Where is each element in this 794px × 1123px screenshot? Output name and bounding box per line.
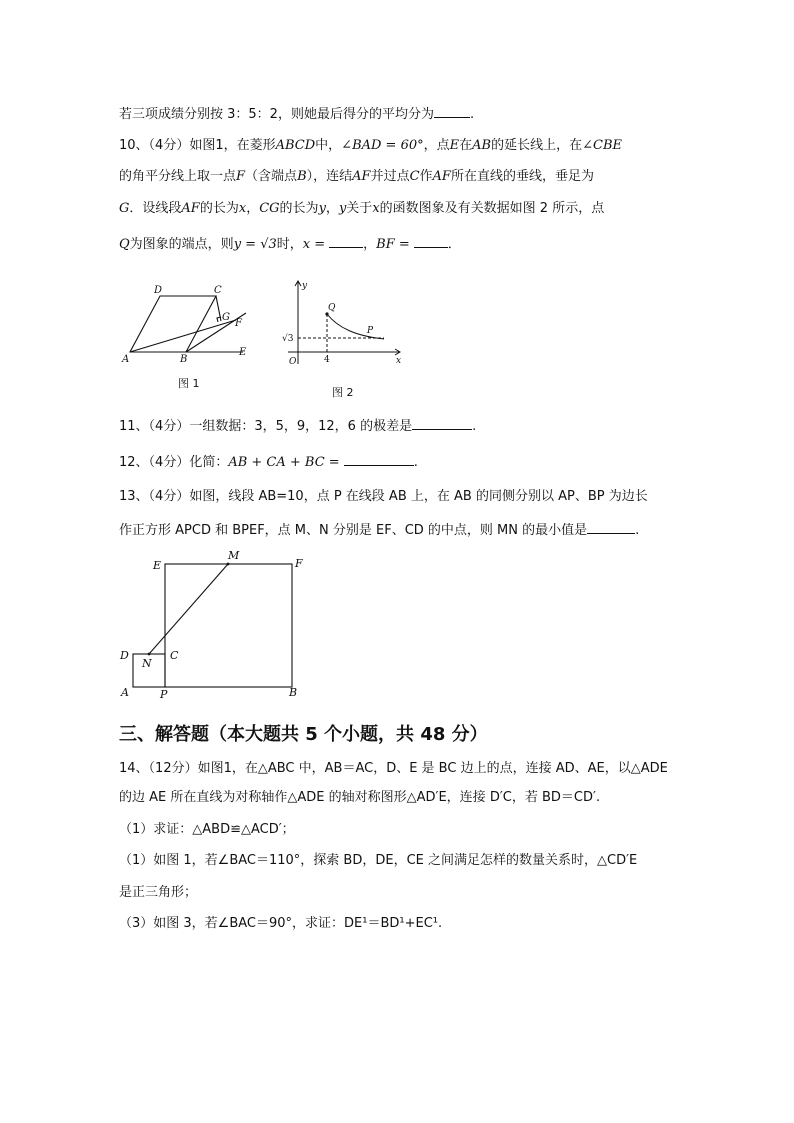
q14-line-2: 的边 AE 所在直线为对称轴作△ADE 的轴对称图形△AD′E，连接 D′C，若 BD＝CD′. <box>119 790 601 805</box>
q9-end: . <box>469 107 475 122</box>
q12-vector-expression: AB + CA + BC = <box>228 455 340 470</box>
sym: y = √3 <box>233 237 277 252</box>
t: 时， <box>276 237 303 252</box>
fig2-label-x: x <box>396 356 402 366</box>
t: 的长为 <box>199 201 239 216</box>
q10-x-blank[interactable] <box>329 235 363 248</box>
sym: F <box>236 169 246 184</box>
sym: ∠BAD = 60° <box>341 138 424 153</box>
sym: x <box>238 201 247 216</box>
sym: ∠CBE <box>582 138 623 153</box>
q10-line-4 <box>119 235 461 254</box>
fig2-label-4: 4 <box>324 355 330 365</box>
fig3-label-P: P <box>160 688 168 701</box>
q13-answer-blank[interactable] <box>587 521 635 534</box>
t: 中， <box>315 138 342 153</box>
sym: C <box>409 169 420 184</box>
fig3-label-N: N <box>142 657 152 670</box>
fig3-label-F: F <box>295 557 303 570</box>
q13-end: . <box>635 523 640 538</box>
q14-line-6: （3）如图 3，若∠BAC＝90°，求证：DE¹＝BD¹+EC¹. <box>119 916 443 931</box>
t: ），连结 <box>306 169 353 184</box>
fig3-label-M: M <box>228 549 240 562</box>
q14-line-3: （1）求证：△ABD≌△ACD′； <box>119 822 295 837</box>
t: 的角平分线上取一点 <box>119 169 237 184</box>
q12-text: 12、（4分）化简： <box>119 455 229 470</box>
q10-line-3 <box>119 200 604 218</box>
t: 的延长线上，在 <box>491 138 583 153</box>
t: ．设线段 <box>129 201 182 216</box>
t: 所在直线的垂线，垂足为 <box>450 169 594 184</box>
q13-line-2 <box>119 521 639 540</box>
sym: x <box>372 201 380 216</box>
t: ， <box>325 201 339 216</box>
q14-line-5: 是正三角形； <box>119 885 198 900</box>
fig1-label-F: F <box>235 318 242 329</box>
fig2-label-P: P <box>367 326 374 336</box>
sym: CG <box>259 201 280 216</box>
point-M <box>227 563 230 566</box>
fig1-label-D: D <box>154 285 163 296</box>
t: 关于 <box>346 201 373 216</box>
t: ，点 <box>423 138 450 153</box>
fig1-label-A: A <box>122 354 130 365</box>
q12-end: . <box>413 455 418 470</box>
q13-line-1: 13、（4分）如图，线段 AB=10，点 P 在线段 AB 上，在 AB 的同侧分别以 AP、BP 为边长 <box>119 489 648 504</box>
fig3-label-A: A <box>121 686 129 699</box>
q9-text: 若三项成绩分别按 3：5：2，则她最后得分的平均分为 <box>119 107 434 122</box>
t: 的长为 <box>279 201 319 216</box>
q10-bf-blank[interactable] <box>414 235 448 248</box>
fig2-label-y: y <box>302 281 308 291</box>
q10-line-1 <box>119 137 622 155</box>
sym: y <box>338 201 347 216</box>
point-N <box>148 653 151 656</box>
sym: AB <box>472 138 492 153</box>
q11-end: . <box>472 419 477 434</box>
t: 作 <box>419 169 433 184</box>
segment-MN <box>149 564 228 654</box>
fig1-label-G: G <box>222 312 230 323</box>
t: 在 <box>459 138 473 153</box>
q12-line <box>119 453 418 472</box>
sym: BF = <box>376 237 410 252</box>
fig3-label-C: C <box>170 649 179 662</box>
sym: ABCD <box>275 138 316 153</box>
section-3-heading: 三、解答题（本大题共 5 个小题，共 48 分） <box>119 724 488 745</box>
figure-3 <box>115 546 315 704</box>
sym: G <box>119 201 130 216</box>
fig2-caption: 图 2 <box>332 386 354 399</box>
fig3-label-D: D <box>120 649 129 662</box>
curve-QP <box>327 314 384 339</box>
fig1-caption: 图 1 <box>178 377 200 390</box>
sym: AF <box>352 169 371 184</box>
sym: E <box>449 138 460 153</box>
t: 为图象的端点，则 <box>129 237 234 252</box>
q13-text: 作正方形 APCD 和 BPEF，点 M、N 分别是 EF、CD 的中点，则 MN 的最小值是 <box>119 523 588 538</box>
t: ． <box>447 237 461 252</box>
t: 并过点 <box>370 169 410 184</box>
fig3-label-B: B <box>289 686 298 699</box>
q14-line-1: 14、（12分）如图1，在△ABC 中，AB＝AC，D、E 是 BC 边上的点，连接 AD、AE，以△ADE <box>119 761 668 776</box>
figure-1 <box>118 280 258 370</box>
sym: AF <box>432 169 451 184</box>
fig1-label-C: C <box>214 285 222 296</box>
q9-answer-blank[interactable] <box>434 105 470 118</box>
figure-2 <box>280 278 410 370</box>
t: 的函数图象及有关数据如图 2 所示，点 <box>379 201 605 216</box>
fig1-label-B: B <box>180 354 188 365</box>
square-BPEF <box>165 564 292 687</box>
q11-line <box>119 417 476 436</box>
q11-answer-blank[interactable] <box>412 417 472 430</box>
fig2-label-sqrt3: √3 <box>282 334 294 344</box>
q10-line-2 <box>119 168 594 186</box>
rhombus-ABCD <box>130 296 216 352</box>
sym: Q <box>119 237 130 252</box>
t: ， <box>246 201 260 216</box>
t: ， <box>363 237 377 252</box>
sym: AF <box>181 201 200 216</box>
q12-answer-blank[interactable] <box>344 453 414 466</box>
sym: y <box>318 201 326 216</box>
q11-text: 11、（4分）一组数据：3，5，9，12，6 的极差是 <box>119 419 413 434</box>
segment-AF <box>130 320 236 352</box>
sym: B <box>297 169 307 184</box>
fig3-label-E: E <box>153 559 162 572</box>
fig1-label-E: E <box>239 347 247 358</box>
t: （含端点 <box>245 169 298 184</box>
q10-number: 10、（4分）如图1，在菱形 <box>119 138 276 153</box>
q14-line-4: （1）如图 1，若∠BAC＝110°，探索 BD，DE，CE 之间满足怎样的数量关系时，△CD′E <box>119 853 638 868</box>
fig2-label-O: O <box>289 357 297 367</box>
fig2-label-Q: Q <box>328 303 336 313</box>
sym: x = <box>302 237 326 252</box>
q9-line <box>119 105 474 124</box>
